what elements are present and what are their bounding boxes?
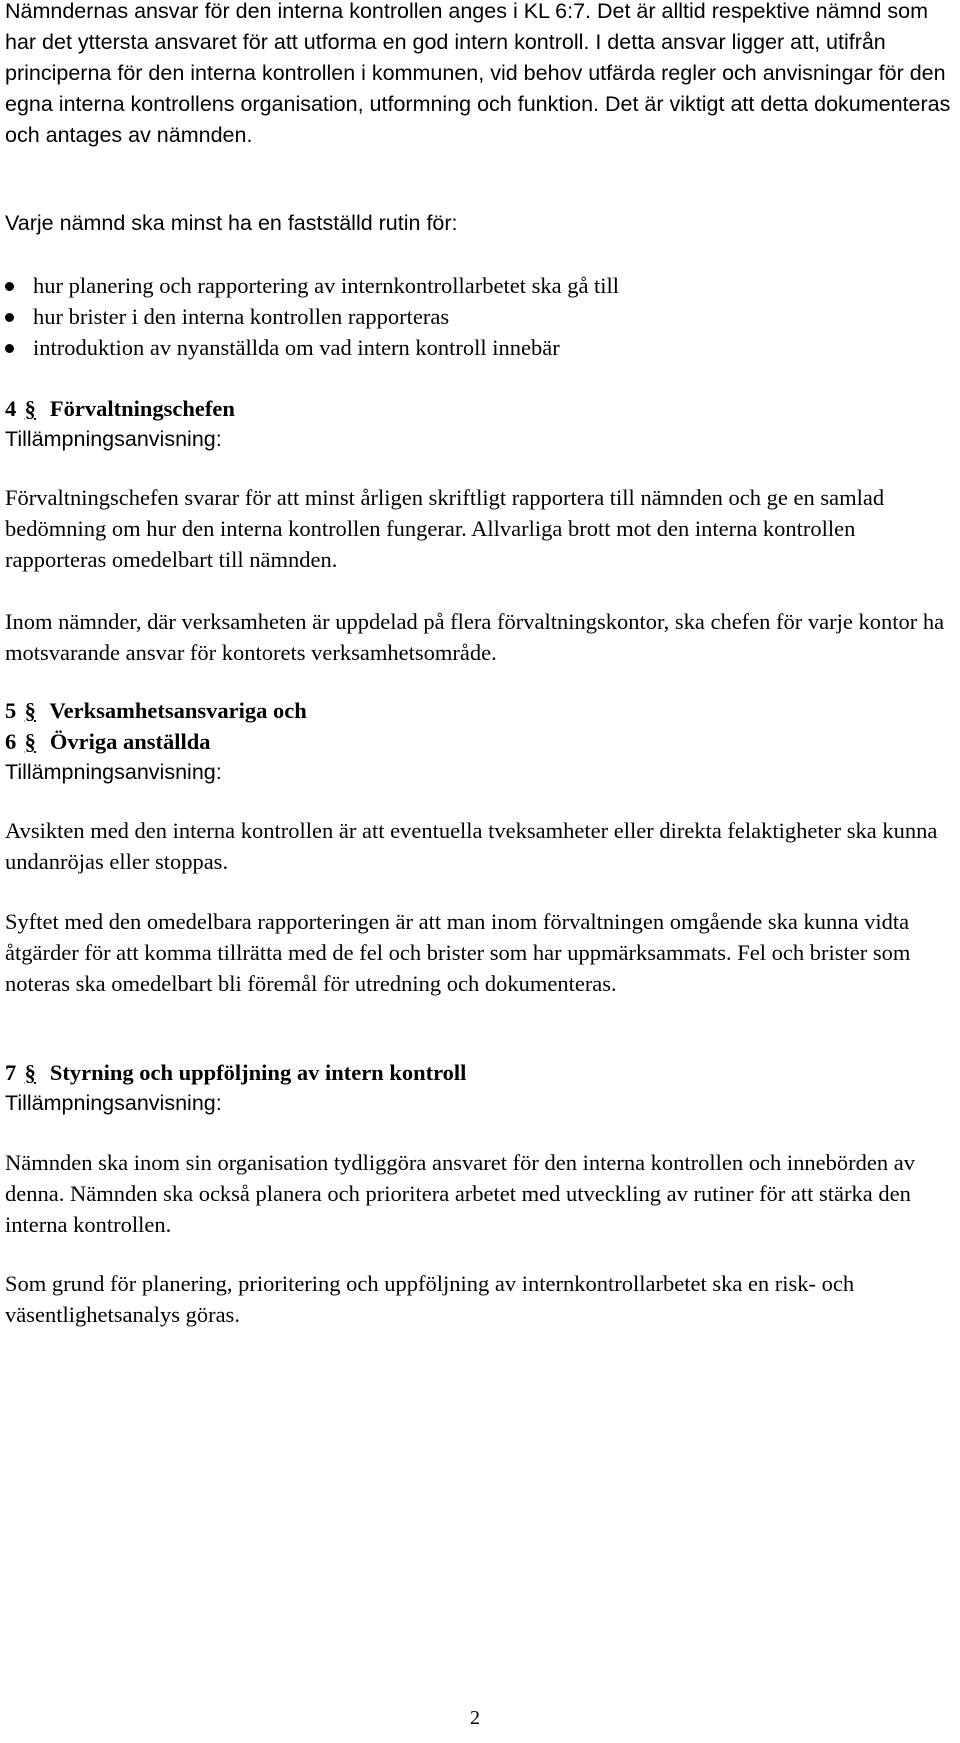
list-item: [5, 270, 619, 301]
list-item-text: introduktion av nyanställda om vad intern kontroll innebär: [33, 335, 560, 360]
section-title: Förvaltningschefen: [49, 396, 235, 421]
rutin-intro: Varje nämnd ska minst ha en fastställd rutin för:: [5, 211, 458, 235]
section-number: 5: [5, 698, 17, 723]
section-5-heading: [5, 695, 307, 726]
bullet-icon: [5, 344, 14, 353]
bullet-icon: [5, 313, 14, 322]
rutin-list: [5, 270, 619, 363]
section-4: [5, 393, 235, 455]
section-6-paragraph-2: Syftet med den omedelbara rapporteringen är att man inom förvaltningen omgående ska kunna vidta åtgärder för att komma tillrätta med de fel och brister som har uppmärksammats. Fel och brister som noteras ska omedelbart bli föremål för utredning och dokumenteras.: [5, 909, 911, 996]
section-title: Verksamhetsansvariga och: [49, 698, 307, 723]
intro-text-part1: Nämndernas ansvar för den interna kontrollen anges i KL 6:7. Det är alltid respektive nämnd som har det yttersta ansvaret för att utforma en god intern kontroll. I detta ansvar ligger att, utifrån principerna för den interna kontrollen i kommunen, vid behov utfärda regler och anvisningar för den egna interna kontrollens organisation, utformning och funktion.: [5, 0, 946, 116]
page-number: 2: [470, 1707, 480, 1729]
section-number: 7: [5, 1060, 17, 1085]
list-item: [5, 332, 619, 363]
section-number: 6: [5, 729, 17, 754]
section-6-heading: [5, 726, 307, 757]
section-7: [5, 1057, 466, 1119]
intro-paragraph: [5, 0, 955, 151]
section-4-paragraph-2: Inom nämnder, där verksamheten är uppdelad på flera förvaltningskontor, ska chefen för varje kontor ha motsvarande ansvar för kontorets verksamhetsområde.: [5, 609, 945, 665]
list-item-text: hur brister i den interna kontrollen rapporteras: [33, 304, 450, 329]
section-subtitle: Tillämpningsanvisning:: [5, 760, 222, 784]
bullet-icon: [5, 282, 14, 291]
section-7-paragraph-1: Nämnden ska inom sin organisation tydliggöra ansvaret för den interna kontrollen och innebörden av denna. Nämnden ska också planera och prioritera arbetet med utveckling av rutiner för att stärka den interna kontrollen.: [5, 1150, 915, 1237]
paragraph-symbol: §: [24, 1060, 36, 1085]
list-item: [5, 301, 619, 332]
section-4-heading: [5, 393, 235, 424]
list-item-text: hur planering och rapportering av internkontrollarbetet ska gå till: [33, 273, 620, 298]
section-subtitle: Tillämpningsanvisning:: [5, 427, 222, 451]
section-5-6: [5, 695, 307, 788]
section-6-paragraph-1: Avsikten med den interna kontrollen är att eventuella tveksamheter eller direkta felaktigheter ska kunna undanröjas eller stoppas.: [5, 818, 938, 874]
intro-text-part2: Det är viktigt att detta dokumenteras och antages av nämnden.: [5, 92, 951, 147]
section-7-heading: [5, 1057, 466, 1088]
paragraph-symbol: §: [24, 698, 36, 723]
section-title: Övriga anställda: [49, 729, 211, 754]
section-number: 4: [5, 396, 17, 421]
section-subtitle: Tillämpningsanvisning:: [5, 1091, 222, 1115]
paragraph-symbol: §: [24, 729, 36, 754]
section-7-paragraph-2: Som grund för planering, prioritering och uppföljning av internkontrollarbetet ska en risk- och väsentlighetsanalys göras.: [5, 1271, 855, 1327]
paragraph-symbol: §: [24, 396, 36, 421]
section-4-paragraph-1: Förvaltningschefen svarar för att minst årligen skriftligt rapportera till nämnden och ge en samlad bedömning om hur den interna kontrollen fungerar. Allvarliga brott mot den interna kontrollen rapporteras omedelbart till nämnden.: [5, 485, 885, 572]
section-title: Styrning och uppföljning av intern kontroll: [49, 1060, 467, 1085]
